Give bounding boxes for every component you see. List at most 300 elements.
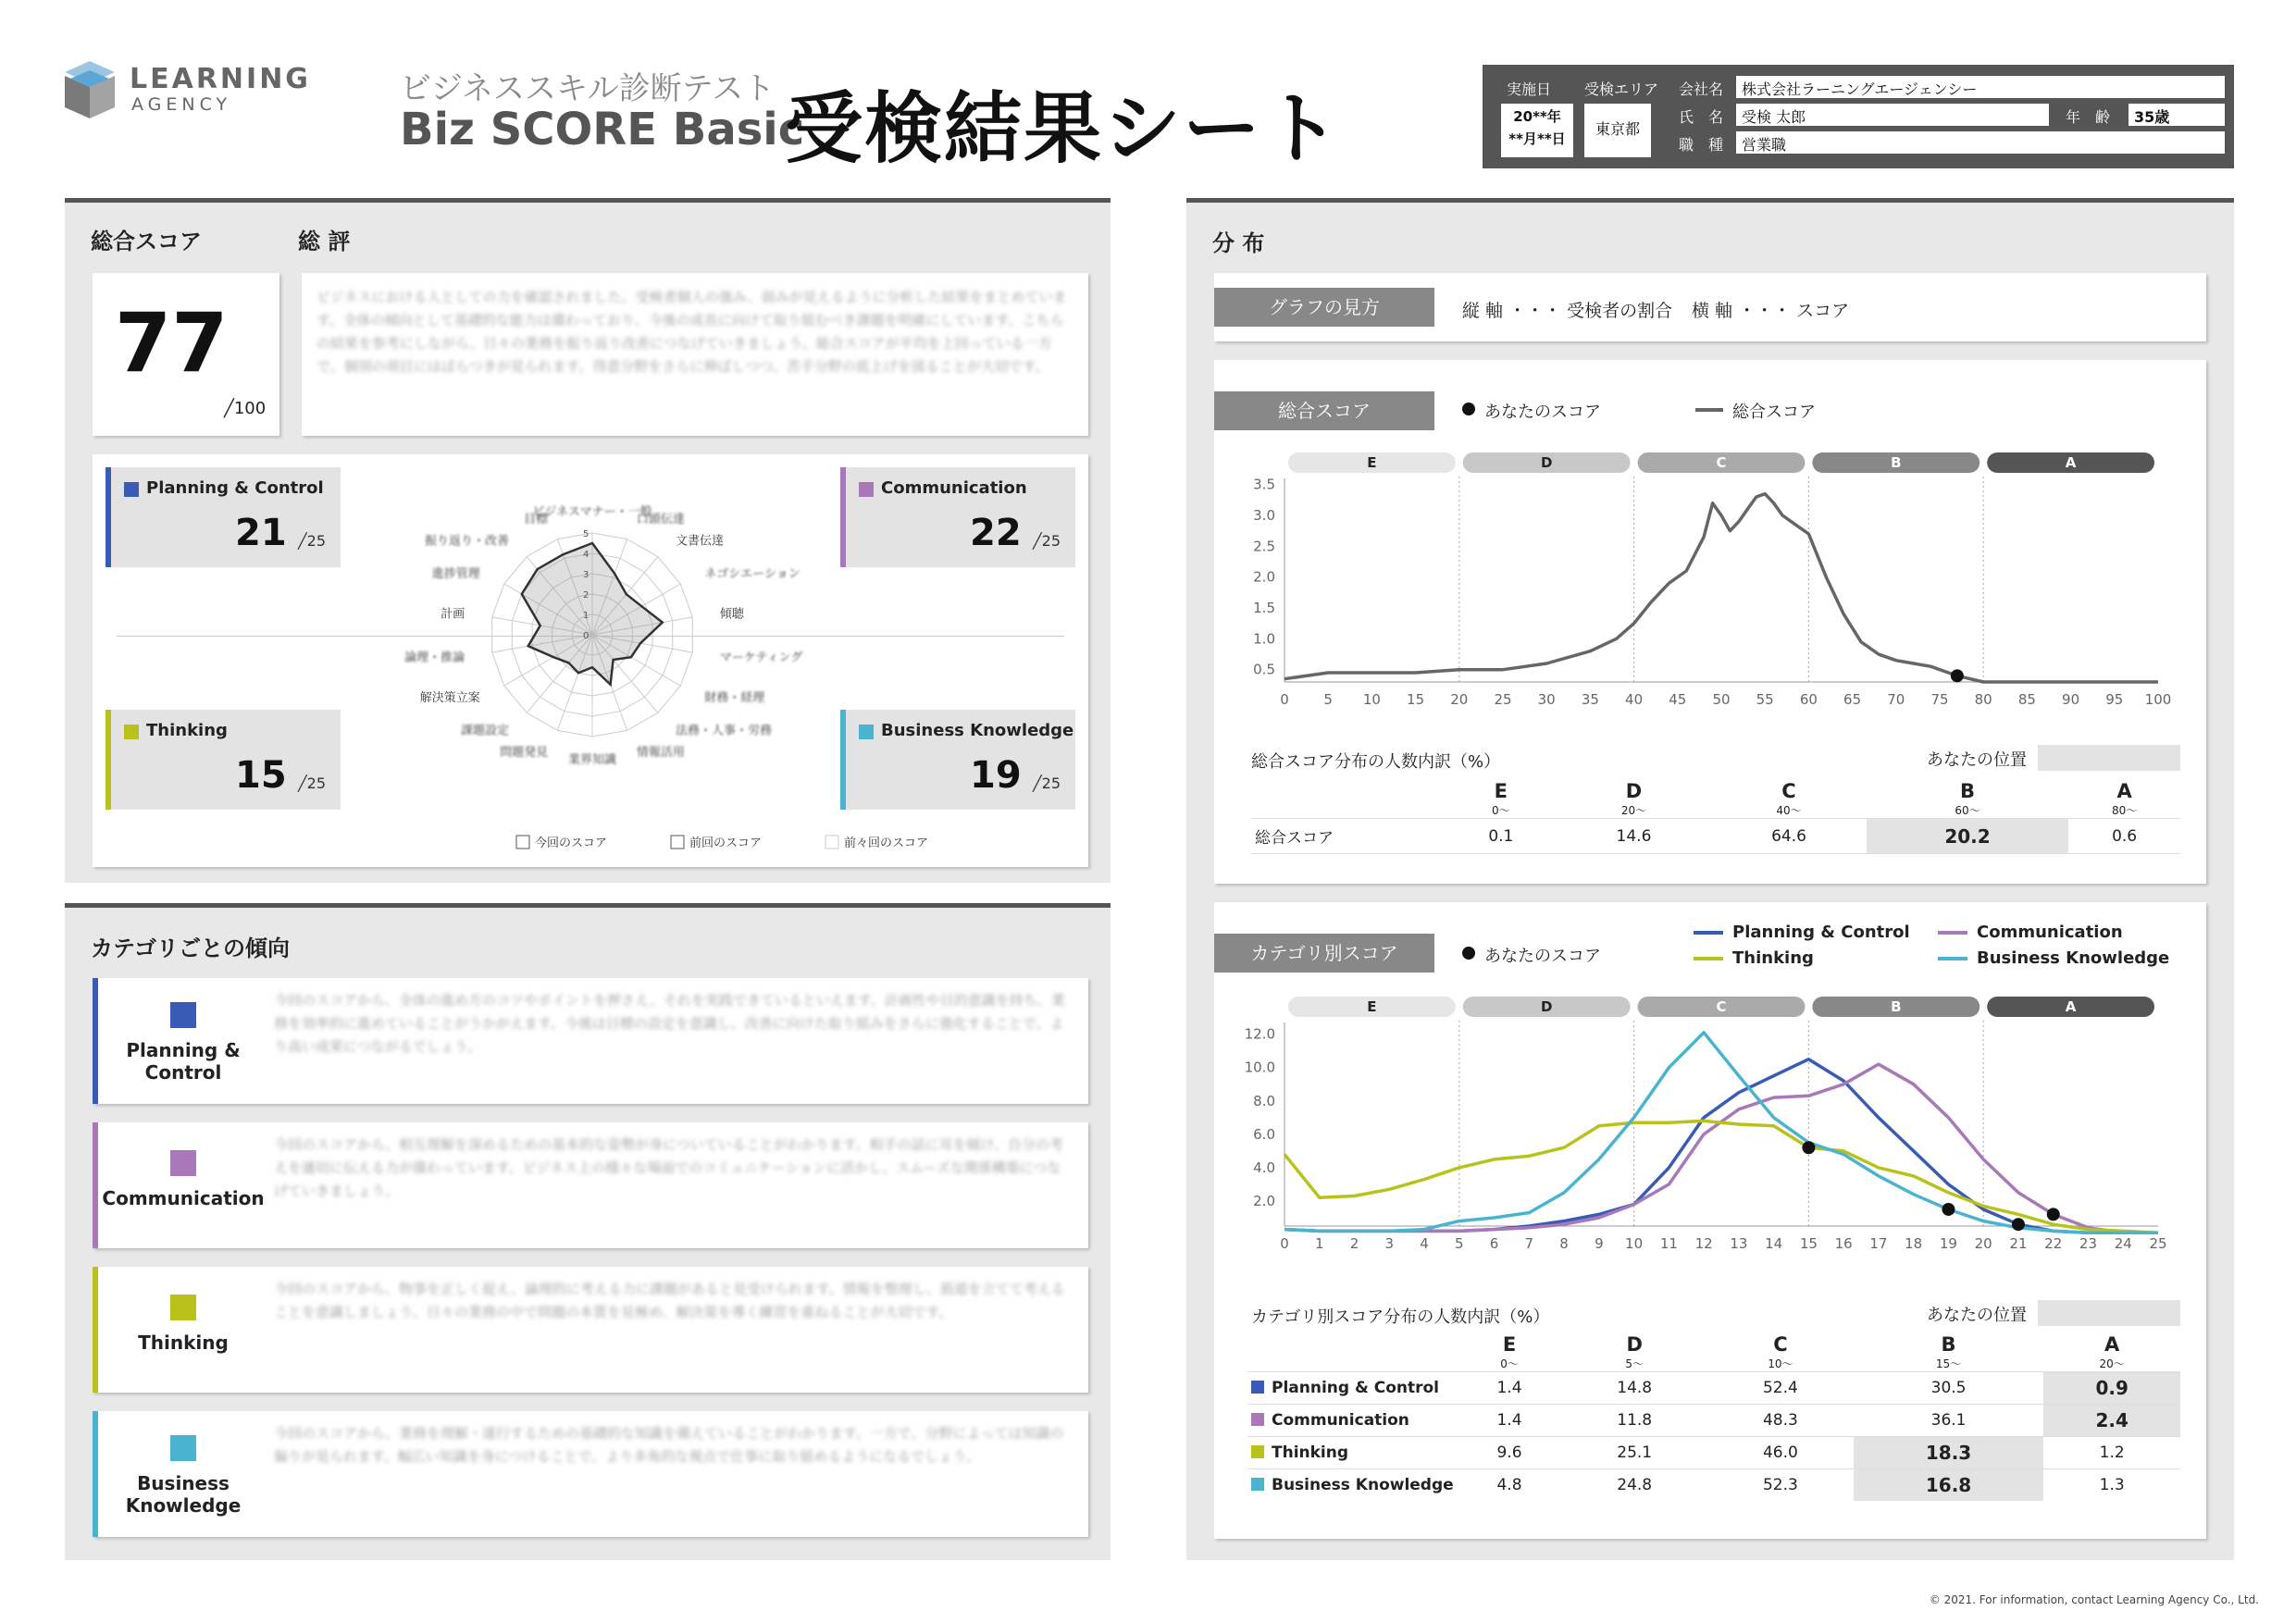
tendency-card bbox=[93, 1267, 1088, 1393]
subscore-thinking bbox=[105, 710, 341, 810]
review-heading: 総 評 bbox=[298, 229, 351, 254]
your-score-marker bbox=[1942, 1203, 1955, 1216]
table-cell: 64.6 bbox=[1771, 826, 1806, 846]
howto-card bbox=[1214, 273, 2206, 341]
x-tick-label: 15 bbox=[1799, 1235, 1818, 1252]
legend-checkbox-icon bbox=[825, 836, 838, 849]
band-header-cell bbox=[1561, 1333, 1707, 1372]
tendency-card bbox=[93, 978, 1088, 1104]
your-score-legend: あなたのスコア bbox=[1484, 403, 1601, 422]
band-range: 0〜 bbox=[1492, 804, 1510, 817]
radar-scale-label: 1 bbox=[583, 611, 590, 621]
footer-copyright: © 2021. For information, contact Learning Agency Co., Ltd. bbox=[1929, 1593, 2259, 1606]
category-color-icon bbox=[1251, 1413, 1264, 1426]
band-header-cell bbox=[1557, 780, 1712, 819]
band-name: B bbox=[1959, 780, 1975, 802]
band-range: 20〜 bbox=[1620, 804, 1647, 817]
table-cell: 0.6 bbox=[2112, 826, 2138, 846]
category-color-icon bbox=[1251, 1478, 1264, 1491]
table-cell: 2.4 bbox=[2043, 1405, 2180, 1437]
x-tick-label: 0 bbox=[1280, 1235, 1289, 1252]
y-tick-label: 12.0 bbox=[1244, 1025, 1275, 1043]
subscore-name: Communication bbox=[881, 478, 1027, 498]
overall-score-panel bbox=[65, 198, 1111, 883]
radar-axis-label: 課題設定 bbox=[460, 724, 510, 738]
x-tick-label: 18 bbox=[1905, 1235, 1923, 1252]
tendency-text: 今回のスコアから、全体の進め方のコツやポイントを押さえ、それを実践できているといえます。計画性や目的意識を持ち、業務を効率的に進めていることがうかがえます。今後は目標の設定を意識し、改善に向けた取り組みをさらに強化することで、より高い成果につながるでしょう。 bbox=[274, 992, 1065, 1055]
distribution-heading: 分 布 bbox=[1212, 230, 1265, 256]
radar-axis-label: 文書伝達 bbox=[675, 534, 725, 549]
table-cell: 1.3 bbox=[2099, 1476, 2125, 1494]
table-row bbox=[1247, 1372, 2180, 1405]
band-label: C bbox=[1716, 454, 1727, 471]
area-value: 東京都 bbox=[1584, 104, 1651, 157]
howto-horizontal-axis: 横 軸 ・・・ スコア bbox=[1692, 301, 1850, 321]
subscore-name: Thinking bbox=[146, 721, 228, 740]
row-label bbox=[1247, 1372, 1458, 1405]
category-color-icon bbox=[170, 1150, 196, 1176]
logo-subtext: AGENCY bbox=[131, 94, 232, 115]
series-line bbox=[1285, 494, 2158, 682]
table-cell: 36.1 bbox=[1930, 1411, 1967, 1430]
radar-axis-label: 業界知識 bbox=[567, 753, 617, 767]
subscore-max: ╱25 bbox=[1033, 532, 1061, 550]
band-range: 40〜 bbox=[1776, 804, 1802, 817]
x-tick-label: 85 bbox=[2017, 691, 2036, 708]
name-label: 氏 名 bbox=[1679, 108, 1724, 126]
band-label: A bbox=[2065, 454, 2077, 471]
band-header-cell bbox=[1867, 780, 2068, 819]
band-label: E bbox=[1367, 454, 1377, 471]
test-name-en: Biz SCORE Basic bbox=[400, 104, 805, 155]
review-card bbox=[302, 273, 1088, 436]
radar-scale-label: 4 bbox=[583, 550, 590, 560]
table-cell: 52.3 bbox=[1762, 1476, 1798, 1494]
category-legend-item bbox=[1694, 923, 1910, 942]
legend-line-icon bbox=[1694, 957, 1723, 960]
series-line bbox=[1285, 1033, 2158, 1233]
radar-legend-label: 今回のスコア bbox=[535, 836, 608, 850]
y-tick-label: 3.0 bbox=[1253, 507, 1275, 524]
radar-axis-label: マーケティング bbox=[719, 650, 803, 665]
subscore-value: 22 bbox=[970, 512, 1022, 554]
x-tick-label: 23 bbox=[2079, 1235, 2098, 1252]
x-tick-label: 20 bbox=[1974, 1235, 1992, 1252]
band-header-cell bbox=[1707, 1333, 1854, 1372]
tendency-category-label: Thinking bbox=[138, 1332, 229, 1354]
your-score-marker-icon bbox=[1462, 403, 1475, 415]
table-cell: 1.4 bbox=[1496, 1379, 1522, 1397]
your-score-marker-icon bbox=[1462, 947, 1475, 960]
x-tick-label: 90 bbox=[2062, 691, 2080, 708]
table-cell: 46.0 bbox=[1762, 1443, 1798, 1462]
band-range: 5〜 bbox=[1625, 1357, 1644, 1370]
radar-axis-label: 情報活用 bbox=[636, 745, 685, 760]
subscore-communication bbox=[840, 467, 1075, 567]
tendency-card bbox=[93, 1122, 1088, 1248]
x-tick-label: 35 bbox=[1581, 691, 1599, 708]
radar-scale-label: 2 bbox=[583, 590, 590, 601]
tendency-category-label: Planning & Control bbox=[126, 1039, 241, 1084]
band-label: E bbox=[1367, 998, 1377, 1015]
tendency-category-label: Communication bbox=[102, 1187, 265, 1209]
legend-line-icon bbox=[1938, 931, 1967, 935]
band-name: D bbox=[1625, 780, 1643, 802]
legend-checkbox-icon bbox=[516, 836, 529, 849]
table-cell: 0.9 bbox=[2043, 1372, 2180, 1405]
radar-axis-label: 口頭伝達 bbox=[636, 513, 685, 527]
x-tick-label: 95 bbox=[2105, 691, 2124, 708]
radar-legend-label: 前回のスコア bbox=[689, 836, 763, 850]
x-tick-label: 4 bbox=[1420, 1235, 1429, 1252]
radar-scale-label: 0 bbox=[583, 631, 590, 641]
age-label: 年 齢 bbox=[2066, 108, 2111, 126]
subscore-name: Planning & Control bbox=[146, 478, 324, 498]
band-label: A bbox=[2065, 998, 2077, 1015]
band-label: C bbox=[1716, 998, 1727, 1015]
subscore-max: ╱25 bbox=[1033, 774, 1061, 792]
category-legend-item bbox=[1694, 948, 1814, 968]
overall-line-legend: 総合スコア bbox=[1732, 403, 1816, 422]
tendency-color-bar bbox=[93, 1122, 98, 1248]
radar-axis-label: 目標 bbox=[524, 513, 549, 527]
subscore-color-bar bbox=[105, 467, 111, 567]
x-tick-label: 13 bbox=[1730, 1235, 1748, 1252]
subscore-value: 21 bbox=[235, 512, 287, 554]
tendency-color-bar bbox=[93, 1267, 98, 1393]
x-tick-label: 19 bbox=[1939, 1235, 1957, 1252]
series-line bbox=[1285, 1121, 2158, 1233]
howto-vertical-axis: 縦 軸 ・・・ 受検者の割合 bbox=[1462, 301, 1673, 321]
category-color-icon bbox=[170, 1435, 196, 1461]
table-cell: 14.6 bbox=[1616, 826, 1652, 846]
band-name: E bbox=[1494, 780, 1508, 802]
overall-score-max: ╱100 bbox=[224, 399, 267, 418]
your-score-marker bbox=[2012, 1218, 2025, 1231]
subscore-business-knowledge bbox=[840, 710, 1075, 810]
category-tendency-panel bbox=[65, 903, 1111, 1560]
tendency-text: 今回のスコアから、相互理解を深めるための基本的な姿勢が身についていることがわかります。相手の話に耳を傾け、自分の考えを適切に伝える力が備わっています。ビジネス上の様々な場面でのコミュニケーションに活かし、スムーズな関係構築につなげていきましょう。 bbox=[274, 1136, 1063, 1199]
legend-label: Thinking bbox=[1732, 948, 1814, 968]
test-name-jp: ビジネススキル診断テスト bbox=[400, 70, 776, 107]
band-label: D bbox=[1540, 998, 1553, 1015]
radar-axis-label: 財務・経理 bbox=[704, 691, 765, 705]
overall-score-card bbox=[93, 273, 279, 436]
row-label-text: Business Knowledge bbox=[1272, 1476, 1454, 1494]
band-range: 10〜 bbox=[1768, 1357, 1793, 1370]
skill-radar-chart bbox=[333, 454, 929, 867]
x-tick-label: 12 bbox=[1694, 1235, 1713, 1252]
category-color-icon bbox=[1251, 1445, 1264, 1458]
x-tick-label: 21 bbox=[2009, 1235, 2028, 1252]
x-tick-label: 80 bbox=[1974, 691, 1992, 708]
table-cell: 14.8 bbox=[1617, 1379, 1653, 1397]
band-name: B bbox=[1941, 1333, 1956, 1356]
position-swatch bbox=[2038, 745, 2180, 771]
y-tick-label: 2.0 bbox=[1253, 1192, 1275, 1209]
planning-color-icon bbox=[124, 482, 139, 497]
x-tick-label: 30 bbox=[1537, 691, 1556, 708]
x-tick-label: 70 bbox=[1887, 691, 1905, 708]
x-tick-label: 6 bbox=[1489, 1235, 1499, 1252]
x-tick-label: 20 bbox=[1450, 691, 1469, 708]
table-row bbox=[1247, 1469, 2180, 1502]
x-tick-label: 10 bbox=[1362, 691, 1381, 708]
legend-label: Business Knowledge bbox=[1977, 948, 2170, 968]
date-label: 実施日 bbox=[1507, 81, 1552, 98]
table-cell: 24.8 bbox=[1617, 1476, 1653, 1494]
date-value-year: 20**年 bbox=[1513, 108, 1561, 125]
band-label: B bbox=[1891, 454, 1902, 471]
legend-line-icon bbox=[1938, 957, 1967, 960]
tendency-category bbox=[100, 1295, 267, 1354]
subscore-color-bar bbox=[105, 710, 111, 810]
logo-text: LEARNING bbox=[130, 63, 311, 95]
x-tick-label: 55 bbox=[1756, 691, 1774, 708]
band-name: A bbox=[2104, 1333, 2120, 1356]
band-header-cell bbox=[2043, 1333, 2180, 1372]
tendency-category bbox=[100, 1002, 267, 1084]
your-score-legend: あなたのスコア bbox=[1484, 947, 1601, 966]
subscore-max: ╱25 bbox=[298, 774, 326, 792]
table-cell: 20.2 bbox=[1867, 819, 2068, 854]
tendency-text: 今回のスコアから、物事を正しく捉え、論理的に考える力に課題があると見受けられます。情報を整理し、筋道を立てて考えることを意識しましょう。日々の業務の中で問題の本質を見極め、解決策を導く練習を重ねることが大切です。 bbox=[274, 1281, 1065, 1320]
table-cell: 18.3 bbox=[1854, 1437, 2044, 1469]
x-tick-label: 100 bbox=[2144, 691, 2172, 708]
band-range: 60〜 bbox=[1955, 804, 1980, 817]
row-label-text: Communication bbox=[1272, 1411, 1409, 1430]
y-tick-label: 10.0 bbox=[1244, 1059, 1275, 1076]
your-score-marker bbox=[2047, 1208, 2060, 1220]
y-tick-label: 3.5 bbox=[1253, 476, 1275, 493]
review-text: ビジネスにおける人としての力を確認されました。受検者個人の強み、弱みが見えるように分析した結果をまとめています。全体の傾向として基礎的な能力は備わっており、今後の成長に向けて取り組むべき課題を明確にしています。こちらの結果を参考にしながら、日々の業務を振り返り改善につなげていきましょう。総合スコアが平均を上回っている一方で、個別の項目にはばらつきが見られます。得意分野をさらに伸ばしつつ、苦手分野の底上げを図ることが大切です。 bbox=[316, 289, 1067, 375]
category-legend-item bbox=[1938, 923, 2123, 942]
radar-axis-label: 解決策立案 bbox=[419, 691, 480, 705]
x-tick-label: 40 bbox=[1625, 691, 1644, 708]
category-distribution-card bbox=[1214, 902, 2206, 1539]
band-header-cell bbox=[1854, 1333, 2044, 1372]
table-row bbox=[1247, 1437, 2180, 1469]
overall-chart-label: 総合スコア bbox=[1214, 391, 1434, 430]
x-tick-label: 22 bbox=[2044, 1235, 2063, 1252]
your-score-marker bbox=[1802, 1141, 1815, 1154]
x-tick-label: 60 bbox=[1799, 691, 1818, 708]
table-cell: 1.2 bbox=[2099, 1443, 2125, 1462]
x-tick-label: 2 bbox=[1349, 1235, 1359, 1252]
subscore-value: 19 bbox=[970, 754, 1022, 797]
area-label: 受検エリア bbox=[1584, 81, 1659, 98]
position-label: あなたの位置 bbox=[1927, 750, 2027, 770]
x-tick-label: 65 bbox=[1843, 691, 1862, 708]
table-cell: 11.8 bbox=[1617, 1411, 1653, 1430]
x-tick-label: 24 bbox=[2114, 1235, 2132, 1252]
y-tick-label: 6.0 bbox=[1253, 1125, 1275, 1143]
tendency-category bbox=[100, 1150, 267, 1209]
your-score-marker bbox=[1951, 669, 1964, 682]
table-cell: 9.6 bbox=[1496, 1443, 1522, 1462]
series-line bbox=[1285, 1059, 2158, 1233]
band-name: C bbox=[1773, 1333, 1788, 1356]
table-cell: 1.4 bbox=[1496, 1411, 1522, 1430]
subscore-card bbox=[93, 454, 1088, 867]
category-color-icon bbox=[170, 1295, 196, 1320]
communication-color-icon bbox=[859, 482, 874, 497]
radar-axis-label: 問題発見 bbox=[500, 745, 549, 760]
row-label-text: Planning & Control bbox=[1272, 1379, 1439, 1397]
row-label bbox=[1247, 1437, 1458, 1469]
date-value bbox=[1501, 104, 1573, 157]
band-label: B bbox=[1891, 998, 1902, 1015]
band-name: D bbox=[1626, 1333, 1643, 1356]
band-header-cell bbox=[2068, 780, 2180, 819]
row-label bbox=[1247, 1405, 1458, 1437]
table-cell: 52.4 bbox=[1762, 1379, 1798, 1397]
band-name: E bbox=[1502, 1333, 1517, 1356]
band-header-cell bbox=[1446, 780, 1557, 819]
row-label-text: Thinking bbox=[1272, 1443, 1349, 1462]
x-tick-label: 14 bbox=[1765, 1235, 1783, 1252]
thinking-color-icon bbox=[124, 725, 139, 739]
x-tick-label: 15 bbox=[1407, 691, 1425, 708]
x-tick-label: 10 bbox=[1625, 1235, 1644, 1252]
y-tick-label: 1.5 bbox=[1253, 600, 1275, 616]
x-tick-label: 9 bbox=[1595, 1235, 1604, 1252]
radar-scale-label: 3 bbox=[583, 570, 590, 580]
tendency-heading: カテゴリごとの傾向 bbox=[91, 935, 291, 961]
company-label: 会社名 bbox=[1679, 81, 1724, 98]
howto-label: グラフの見方 bbox=[1214, 288, 1434, 327]
table-cell: 48.3 bbox=[1762, 1411, 1798, 1430]
x-tick-label: 17 bbox=[1869, 1235, 1888, 1252]
job-value: 営業職 bbox=[1736, 131, 2225, 154]
band-range: 20〜 bbox=[2099, 1357, 2125, 1370]
radar-axis-label: 傾聴 bbox=[719, 607, 744, 622]
band-name: C bbox=[1781, 780, 1796, 802]
table-cell: 25.1 bbox=[1617, 1443, 1653, 1462]
table-cell: 4.8 bbox=[1496, 1476, 1522, 1494]
y-tick-label: 8.0 bbox=[1253, 1092, 1275, 1109]
x-tick-label: 5 bbox=[1455, 1235, 1464, 1252]
radar-axis-label: 法務・人事・労務 bbox=[675, 724, 773, 738]
radar-legend-label: 前々回のスコア bbox=[844, 836, 929, 850]
y-tick-label: 1.0 bbox=[1253, 630, 1275, 648]
x-tick-label: 50 bbox=[1712, 691, 1731, 708]
logo-icon bbox=[65, 61, 115, 118]
category-distribution-chart bbox=[1214, 987, 2206, 1283]
radar-axis-label: ビジネスマナー・一般 bbox=[532, 505, 652, 519]
y-tick-label: 0.5 bbox=[1253, 661, 1275, 678]
x-tick-label: 75 bbox=[1930, 691, 1949, 708]
category-distribution-table bbox=[1247, 1333, 2180, 1501]
x-tick-label: 25 bbox=[1494, 691, 1512, 708]
table-cell: 0.1 bbox=[1488, 826, 1514, 846]
subscore-name: Business Knowledge bbox=[881, 721, 1074, 740]
x-tick-label: 16 bbox=[1834, 1235, 1853, 1252]
y-tick-label: 2.0 bbox=[1253, 568, 1275, 586]
position-label: あなたの位置 bbox=[1927, 1306, 2027, 1325]
radar-axis-label: ネゴシエーション bbox=[704, 567, 800, 581]
overall-score-heading: 総合スコア bbox=[91, 229, 202, 254]
tendency-color-bar bbox=[93, 1411, 98, 1537]
job-label: 職 種 bbox=[1679, 136, 1724, 154]
date-value-day: **月**日 bbox=[1508, 130, 1566, 147]
table-cell: 30.5 bbox=[1930, 1379, 1967, 1397]
band-header-cell bbox=[1711, 780, 1867, 819]
overall-table-title: 総合スコア分布の人数内訳（%） bbox=[1251, 752, 1501, 772]
band-range: 80〜 bbox=[2111, 804, 2138, 817]
overall-line-legend-icon bbox=[1695, 408, 1723, 412]
x-tick-label: 3 bbox=[1384, 1235, 1395, 1252]
x-tick-label: 1 bbox=[1314, 1235, 1324, 1252]
business-knowledge-color-icon bbox=[859, 725, 874, 739]
radar-axis-label: 論理・推論 bbox=[404, 650, 465, 665]
category-table-title: カテゴリ別スコア分布の人数内訳（%） bbox=[1251, 1307, 1550, 1327]
category-color-icon bbox=[1251, 1381, 1264, 1394]
page-title: 受検結果シート bbox=[785, 83, 1343, 174]
band-label: D bbox=[1540, 454, 1553, 471]
overall-score-value: 77 bbox=[115, 295, 229, 390]
subscore-value: 15 bbox=[235, 754, 287, 797]
category-chart-label: カテゴリ別スコア bbox=[1214, 934, 1434, 973]
category-color-icon bbox=[170, 1002, 196, 1028]
overall-distribution-card bbox=[1214, 360, 2206, 884]
name-value: 受検 太郎 bbox=[1736, 104, 2049, 126]
table-cell: 16.8 bbox=[1854, 1469, 2044, 1502]
tendency-text: 今回のスコアから、業務を理解・遂行するための基礎的な知識を備えていることがわかります。一方で、分野によっては知識の偏りが見られます。幅広い知識を身につけることで、より多角的な視点で仕事に取り組めるようになるでしょう。 bbox=[274, 1425, 1064, 1465]
row-label bbox=[1247, 1469, 1458, 1502]
legend-label: Communication bbox=[1977, 923, 2123, 942]
row-label: 総合スコア bbox=[1255, 829, 1334, 848]
legend-label: Planning & Control bbox=[1732, 923, 1910, 942]
series-line bbox=[1285, 1064, 2158, 1233]
legend-checkbox-icon bbox=[671, 836, 684, 849]
x-tick-label: 8 bbox=[1559, 1235, 1569, 1252]
distribution-panel bbox=[1186, 198, 2234, 1560]
position-swatch bbox=[2038, 1300, 2180, 1326]
x-tick-label: 7 bbox=[1524, 1235, 1534, 1252]
x-tick-label: 11 bbox=[1659, 1235, 1678, 1252]
radar-axis-label: 進捗管理 bbox=[431, 567, 480, 581]
tendency-card bbox=[93, 1411, 1088, 1537]
y-tick-label: 4.0 bbox=[1253, 1158, 1275, 1176]
tendency-color-bar bbox=[93, 978, 98, 1104]
x-tick-label: 5 bbox=[1323, 691, 1333, 708]
category-legend-item bbox=[1938, 948, 2169, 968]
radar-scale-label: 5 bbox=[583, 529, 590, 539]
radar-axis-label: 計画 bbox=[441, 607, 465, 622]
band-name: A bbox=[2116, 780, 2132, 802]
examinee-info-box bbox=[1483, 65, 2234, 168]
x-tick-label: 25 bbox=[2149, 1235, 2167, 1252]
y-tick-label: 2.5 bbox=[1253, 538, 1275, 555]
subscore-planning bbox=[105, 467, 341, 567]
band-header-cell bbox=[1458, 1333, 1562, 1372]
overall-distribution-chart bbox=[1214, 443, 2206, 739]
x-tick-label: 45 bbox=[1669, 691, 1687, 708]
overall-distribution-table bbox=[1251, 780, 2180, 854]
x-tick-label: 0 bbox=[1280, 691, 1289, 708]
band-range: 0〜 bbox=[1500, 1357, 1519, 1370]
tendency-category bbox=[100, 1435, 267, 1517]
company-value: 株式会社ラーニングエージェンシー bbox=[1736, 76, 2225, 98]
legend-line-icon bbox=[1694, 931, 1723, 935]
band-range: 15〜 bbox=[1935, 1357, 1962, 1370]
subscore-max: ╱25 bbox=[298, 532, 326, 550]
table-row bbox=[1247, 1405, 2180, 1437]
age-value: 35歳 bbox=[2128, 104, 2225, 126]
tendency-category-label: Business Knowledge bbox=[125, 1472, 242, 1517]
radar-axis-label: 振り返り・改善 bbox=[424, 534, 510, 549]
